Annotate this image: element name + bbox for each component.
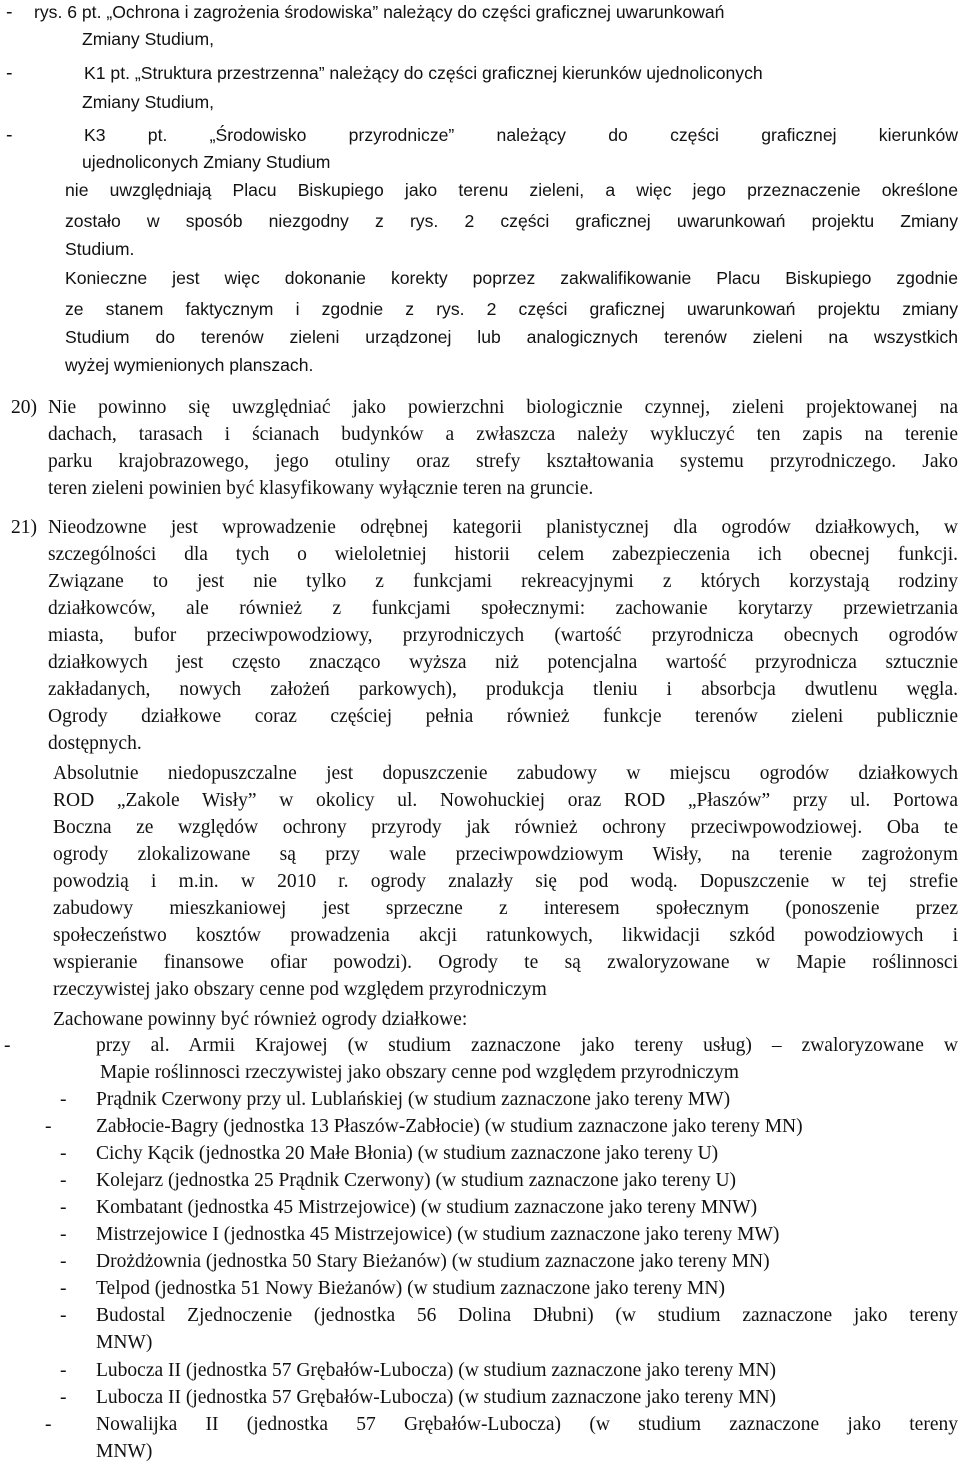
garden-item: przy al. Armii Krajowej (w studium zaznaczone jako tereny usług) – zwaloryzowane w <box>96 1035 958 1056</box>
garden-item: Mistrzejowice I (jednostka 45 Mistrzejowice) (w studium zaznaczone jako tereny MW) <box>96 1224 780 1245</box>
list-item-k3: K3 pt. „Środowisko przyrodnicze” należący do części graficznej kierunków <box>84 125 958 145</box>
paragraph-line: dachach, tarasach i ścianach budynków a zwłaszcza należy wykluczyć ten zapis na terenie <box>48 424 958 445</box>
paragraph-line: parku krajobrazowego, jego otuliny oraz strefy kształtowania systemu przyrodniczego. Jako <box>48 451 958 472</box>
garden-item: Lubocza II (jednostka 57 Grębałów-Lubocza) (w studium zaznaczone jako tereny MN) <box>96 1360 777 1381</box>
list-dash: - <box>45 1116 52 1137</box>
paragraph-line: Boczna ze względów ochrony przyrody jak również ochrony przeciwpowodziowej. Oba te <box>53 817 958 838</box>
garden-item: Budostal Zjednoczenie (jednostka 56 Dolina Dłubni) (w studium zaznaczone jako tereny <box>96 1305 958 1326</box>
garden-item: Nowalijka II (jednostka 57 Grębałów-Lubocza) (w studium zaznaczone jako tereny <box>96 1414 958 1435</box>
paragraph-line: ogrody zlokalizowane są przy wale przeciwpowdziowym Wisły, na terenie zagrożonym <box>53 844 958 865</box>
list-intro: Zachowane powinny być również ogrody działkowe: <box>53 1009 468 1030</box>
paragraph-line: wspieranie finansowe ofiar powodzi). Ogrody te są zwaloryzowane w Mapie roślinnosci <box>53 952 958 973</box>
paragraph-line: dostępnych. <box>48 733 142 754</box>
paragraph-line: działkowych jest często znacząco wyższa niż potencjalna wartość przyrodnicza sztucznie <box>48 652 958 673</box>
paragraph-line: szczególności dla tych o wieloletniej historii celem zabezpieczenia ich obecnej funkcji. <box>48 544 958 565</box>
list-item-rys6: rys. 6 pt. „Ochrona i zagrożenia środowiska” należący do części graficznej uwarunkowań <box>34 2 725 22</box>
list-dash: - <box>60 1305 67 1326</box>
list-number: 21) <box>11 517 37 538</box>
list-dash: - <box>60 1387 67 1408</box>
paragraph-line: wyżej wymienionych planszach. <box>65 355 314 375</box>
paragraph-line: miasta, bufor przeciwpowodziowy, przyrodniczych (wartość przyrodnicza obecnych ogrodów <box>48 625 958 646</box>
paragraph-line: Ogrody działkowe coraz częściej pełnia również funkcje terenów zieleni publicznie <box>48 706 958 727</box>
garden-item-cont: MNW) <box>96 1332 153 1353</box>
paragraph-line: teren zieleni powinien być klasyfikowany wyłącznie teren na gruncie. <box>48 478 594 499</box>
paragraph-line: Związane to jest nie tylko z funkcjami rekreacyjnymi z których korzystają rodziny <box>48 571 958 592</box>
paragraph-line: Nie powinno się uwzględniać jako powierzchni biologicznie czynnej, zieleni projektowanej na <box>48 397 958 418</box>
garden-item: Lubocza II (jednostka 57 Grębałów-Lubocza) (w studium zaznaczone jako tereny MN) <box>96 1387 777 1408</box>
garden-item: Kombatant (jednostka 45 Mistrzejowice) (w studium zaznaczone jako tereny MNW) <box>96 1197 758 1218</box>
paragraph-line: nie uwzględniają Placu Biskupiego jako terenu zieleni, a więc jego przeznaczenie określone <box>65 180 958 200</box>
list-item-k1: K1 pt. „Struktura przestrzenna” należący do części graficznej kierunków ujednoliconych <box>84 63 763 83</box>
list-number: 20) <box>11 397 37 418</box>
paragraph-line: ROD „Zakole Wisły” w okolicy ul. Nowohuckiej oraz ROD „Płaszów” przy ul. Portowa <box>53 790 958 811</box>
paragraph-line: Studium do terenów zieleni urządzonej lub analogicznych terenów zieleni na wszystkich <box>65 327 958 347</box>
list-item-k3-cont: ujednoliconych Zmiany Studium <box>82 152 331 172</box>
paragraph-line: zakładanych, nowych założeń parkowych), produkcja tleniu i absorbcja dwutlenu węgla. <box>48 679 958 700</box>
list-dash: - <box>60 1278 67 1299</box>
list-dash: - <box>6 1 13 23</box>
list-dash: - <box>4 1035 11 1056</box>
paragraph-line: Nieodzowne jest wprowadzenie odrębnej kategorii planistycznej dla ogrodów działkowych, w <box>48 517 958 538</box>
garden-item: Cichy Kącik (jednostka 20 Małe Błonia) (w studium zaznaczone jako tereny U) <box>96 1143 719 1164</box>
paragraph-line: Absolutnie niedopuszczalne jest dopuszczenie zabudowy w miejscu ogrodów działkowych <box>53 763 958 784</box>
paragraph-line: zabudowy mieszkaniowej jest sprzeczne z interesem społecznym (ponoszenie przez <box>53 898 958 919</box>
list-dash: - <box>6 124 13 146</box>
paragraph-line: działkowców, ale również z funkcjami społecznymi: zachowanie korytarzy przewietrzania <box>48 598 958 619</box>
list-dash: - <box>6 62 13 84</box>
list-dash: - <box>60 1197 67 1218</box>
list-dash: - <box>60 1143 67 1164</box>
garden-item: Kolejarz (jednostka 25 Prądnik Czerwony) (w studium zaznaczone jako tereny U) <box>96 1170 737 1191</box>
list-item-rys6-cont: Zmiany Studium, <box>82 29 214 49</box>
garden-item: Drożdżownia (jednostka 50 Stary Bieżanów) (w studium zaznaczone jako tereny MN) <box>96 1251 770 1272</box>
paragraph-line: ze stanem faktycznym i zgodnie z rys. 2 części graficznej uwarunkowań projektu zmiany <box>65 299 958 319</box>
paragraph-line: Konieczne jest więc dokonanie korekty poprzez zakwalifikowanie Placu Biskupiego zgodnie <box>65 268 958 288</box>
garden-item-cont: Mapie roślinnosci rzeczywistej jako obszary cenne pod względem przyrodniczym <box>100 1062 739 1083</box>
list-dash: - <box>60 1089 67 1110</box>
list-dash: - <box>60 1224 67 1245</box>
paragraph-line: zostało w sposób niezgodny z rys. 2 części graficznej uwarunkowań projektu Zmiany <box>65 211 958 231</box>
paragraph-line: powodzią i m.in. w 2010 r. ogrody znalazły się pod wodą. Dopuszczenie w tej strefie <box>53 871 958 892</box>
garden-item: Prądnik Czerwony przy ul. Lublańskiej (w studium zaznaczone jako tereny MW) <box>96 1089 731 1110</box>
garden-item: Telpod (jednostka 51 Nowy Bieżanów) (w studium zaznaczone jako tereny MN) <box>96 1278 725 1299</box>
list-dash: - <box>60 1170 67 1191</box>
list-dash: - <box>60 1360 67 1381</box>
paragraph-line: rzeczywistej jako obszary cenne pod względem przyrodniczym <box>53 979 547 1000</box>
garden-item-cont: MNW) <box>96 1441 153 1462</box>
garden-item: Zabłocie-Bagry (jednostka 13 Płaszów-Zabłocie) (w studium zaznaczone jako tereny MN) <box>96 1116 803 1137</box>
paragraph-line: społeczeństwo kosztów prowadzenia akcji ratunkowych, likwidacji szkód powodziowych i <box>53 925 958 946</box>
list-dash: - <box>60 1251 67 1272</box>
paragraph-line: Studium. <box>65 239 135 259</box>
list-dash: - <box>45 1414 52 1435</box>
list-item-k1-cont: Zmiany Studium, <box>82 92 214 112</box>
